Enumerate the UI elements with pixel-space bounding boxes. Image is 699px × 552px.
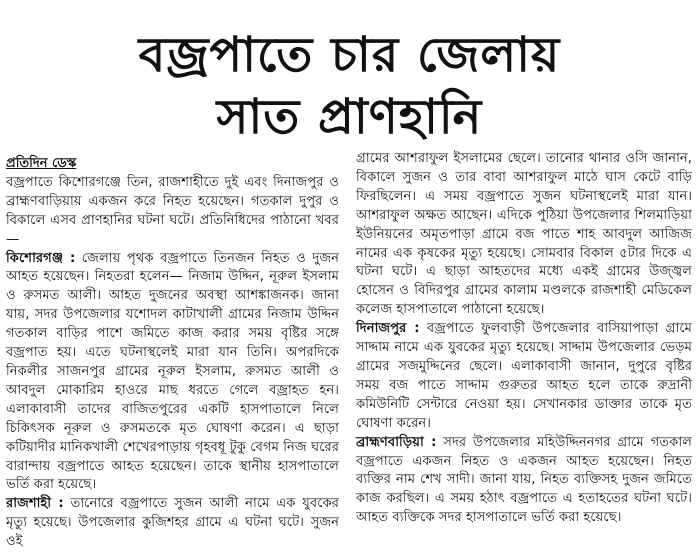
brahmanbaria-dateline: ব্রাহ্মণবাড়িয়া :: [356, 434, 437, 450]
dinajpur-paragraph: [356, 320, 692, 433]
headline-line-2: সাত প্রাণহানি: [216, 89, 483, 145]
headline-line-1: বজ্রপাতে চার জেলায়: [138, 27, 561, 83]
rajshahi-dateline: রাজশাহী :: [6, 496, 64, 512]
headline: [0, 24, 699, 148]
kishoreganj-dateline: কিশোরগঞ্জ :: [6, 250, 76, 266]
dinajpur-text: বজ্রপাতে ফুলবাড়ী উপজেলার বাসিয়াপাড়া গ্রামে সাদ্দাম নামে এক যুবকের মৃত্যু হয়েছে। সাদ্দাম উপজেলার ভেড়ম গ্রামের সজমুদ্দিনের ছেলে। এলাকাবাসী জানান, দুপুরে বৃষ্টির সময় বজ পাতে সাদ্দাম গুরুতর আহত হলে তাকে রুদ্রানী কমিউনিটি সেন্টারে নেওয়া হয়। সেখানকার ডাক্তার তাকে মৃত ঘোষণা করেন।: [356, 321, 692, 431]
rajshahi-paragraph: [6, 495, 339, 552]
kishoreganj-text: জেলায় পৃথক বজ্রপাতে তিনজন নিহত ও দুজন আহত হয়েছেন। নিহতরা হলেন— নিজাম উদ্দিন, নূরুল ইসলাম ও রুসমত আলী। আহত দুজনের অবস্থা আশঙ্কাজনক। জানা যায়, সদর উপজেলার যশোদল কাটাখালী গ্রামের নিজাম উদ্দিন গতকাল বাড়ির পাশে জমিতে কাজ করার সময় বৃষ্টির সঙ্গে বজ্রপাত হয়। এতে ঘটনাস্থলেই মারা যান তিনি। অপরদিকে নিকলীর সাজনপুর গ্রামের নূরুল ইসলাম, রুসমত আলী ও আবদুল মোকারিম হাওরে মাছ ধরতে গেলে বজ্রাহত হন। এলাকাবাসী তাদের বাজিতপুরের একটি হাসপাতালে নিলে চিকিৎসক নূরুল ও রুসমতকে মৃত ঘোষণা করেন। এ ছাড়া কটিয়াদীর মানিকখালী শেখেরপাড়ায় গৃহবধূ টুকু বেগম নিজ ঘরের বারান্দায় বজ্রপাতে আহত হয়েছেন। তাকে স্থানীয় হাসপাতালে ভর্তি করা হয়েছে।: [6, 250, 339, 493]
rajshahi-continued: গ্রামের আশরাফুল ইসলামের ছেলে। তানোর থানার ওসি জানান, বিকালে সুজন ও তার বাবা আশরাফুল মাঠে ঘাস কেটে বাড়ি ফিরছিলেন। এ সময় বজ্রপাতে সুজন ঘটনাস্থলেই মারা যান। আশরাফুল অক্ষত আছেন। এদিকে পুঠিয়া উপজেলার শিলমাড়িয়া ইউনিয়নের অমৃতপাড়া গ্রামে বজ পাতে শাহ আবদুল আজিজ নামের এক কৃষকের মৃত্যু হয়েছে। সোমবার বিকাল ৫টার দিকে এ ঘটনা ঘটে। এ ছাড়া আহতদের মধ্যে একই গ্রামের উজ্জ্বল হোসেন ও বিদিরপুর গ্রামের কালাম মণ্ডলকে রাজশাহী মেডিকেল কলেজ হাসপাতালে পাঠানো হয়েছে।: [356, 151, 692, 318]
article-column-right: [356, 150, 692, 528]
brahmanbaria-text: সদর উপজেলার মহিউদ্দিননগর গ্রামে গতকাল বজ্রপাতে একজন নিহত ও একজন আহত হয়েছেন। নিহত ব্যক্তির নাম শেখ সাদী। জানা যায়, নিহত ব্যক্তিসহ দুজন জমিতে কাজ করছিল। এ সময় হঠাৎ বজ্রপাতে এ হতাহতের ঘটনা ঘটে। আহত ব্যক্তিকে সদর হাসপাতালে ভর্তি করা হয়েছে।: [356, 434, 692, 526]
rajshahi-text: তানোরে বজ্রপাতে সুজন আলী নামে এক যুবকের মৃত্যু হয়েছে। উপজেলার কুজিশহর গ্রামে এ ঘটনা ঘটে। সুজন ওই: [6, 496, 339, 550]
dinajpur-dateline: দিনাজপুর :: [356, 321, 420, 337]
kishoreganj-paragraph: [6, 250, 339, 496]
intro-paragraph: বজ্রপাতে কিশোরগঞ্জে তিন, রাজশাহীতে দুই এবং দিনাজপুর ও ব্রাহ্মণবাড়িয়ায় একজন করে নিহত হয়েছেন। গতকাল দুপুর ও বিকালে এসব প্রাণহানির ঘটনা ঘটে। প্রতিনিধিদের পাঠানো খবর—: [6, 174, 339, 247]
article-column-left: [6, 155, 339, 552]
byline: প্রতিদিন ডেস্ক: [6, 156, 77, 171]
brahmanbaria-paragraph: [356, 434, 692, 529]
